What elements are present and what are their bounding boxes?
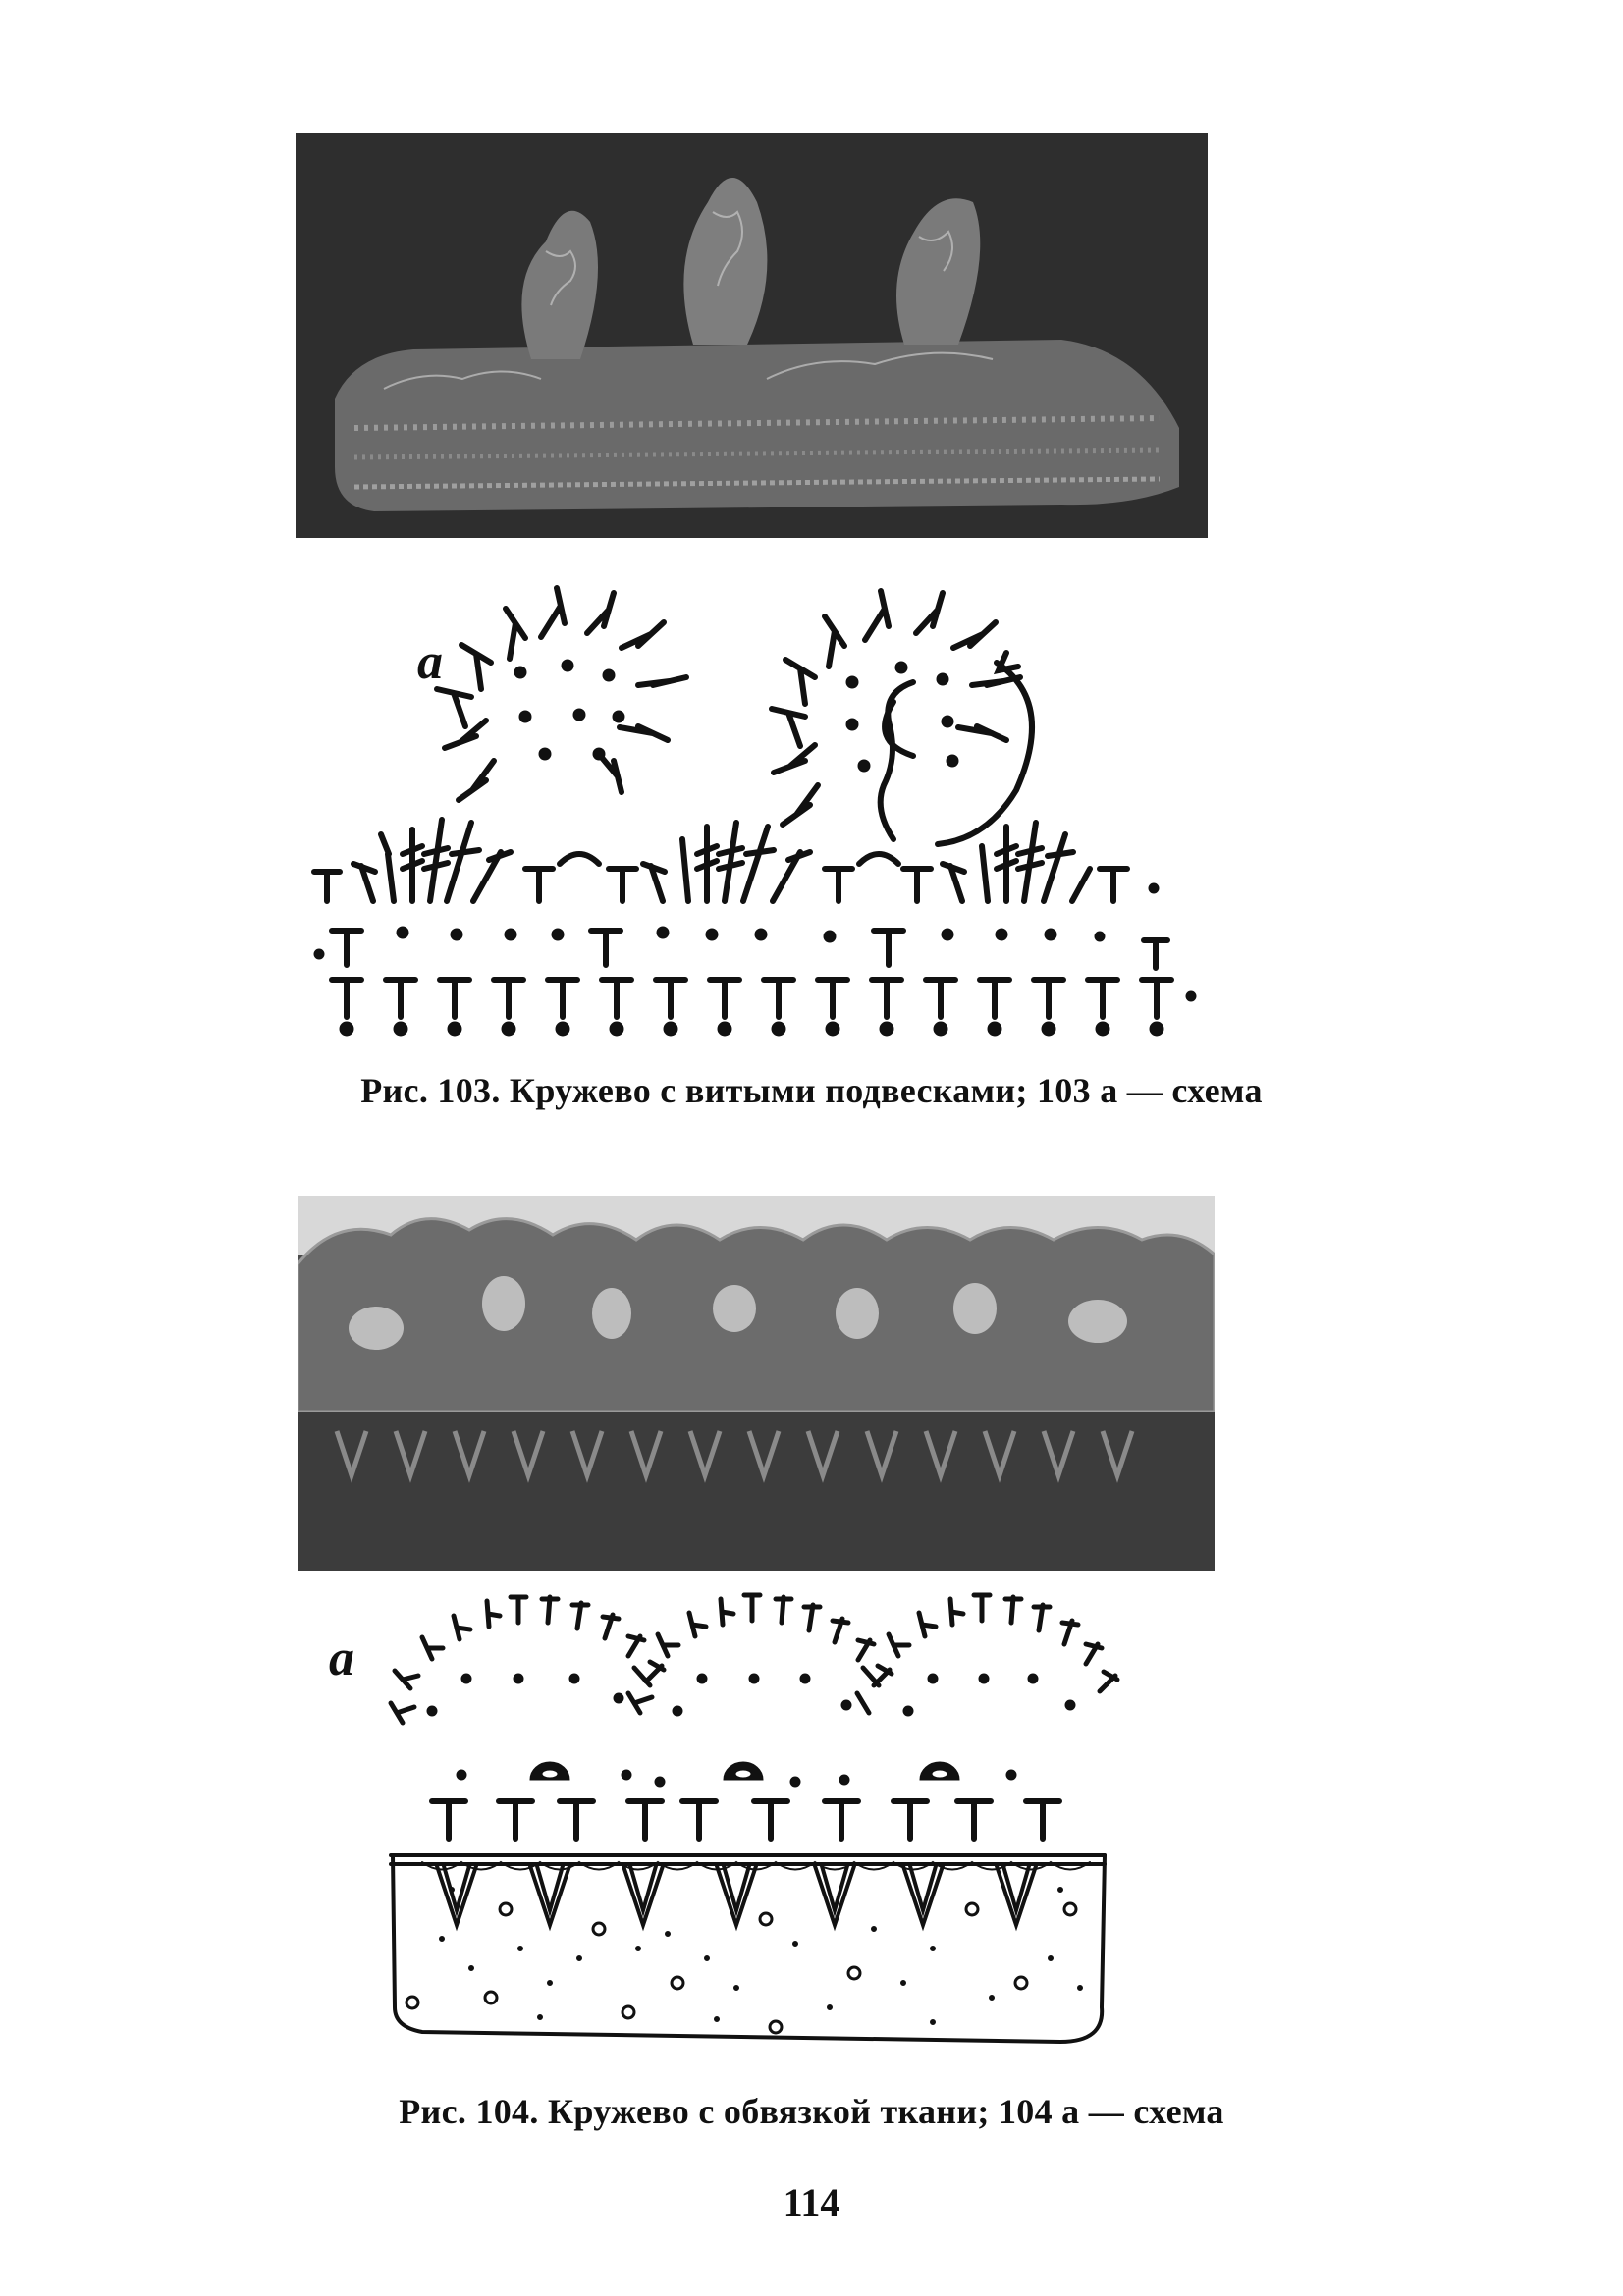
figure-104-fan-dots xyxy=(427,1674,1075,1716)
figure-103-scallop-row xyxy=(314,820,1127,901)
figure-103-right-pendant-dots xyxy=(846,662,958,772)
figure-103-right-pendant-fan xyxy=(772,591,1032,844)
figure-104-photo xyxy=(298,1196,1215,1571)
figure-104-diagram xyxy=(383,1595,1129,2056)
page-number: 114 xyxy=(783,2180,840,2224)
figure-104-fans xyxy=(391,1595,1117,1723)
figure-104-fabric-texture xyxy=(406,1903,1076,2033)
figure-104-caption: Рис. 104. Кружево с обвязкой ткани; 104 а — схема xyxy=(399,2092,1224,2131)
figure-103-bottom-row-stitches xyxy=(332,980,1171,1017)
figure-103-diagram xyxy=(314,569,1227,1041)
figure-103-bottom-row-dots xyxy=(340,1022,1163,1036)
figure-104-stitch-row xyxy=(432,1801,1059,1839)
figure-104-fabric xyxy=(391,1855,1105,2042)
figure-103-left-pendant-fan xyxy=(437,588,686,800)
figure-104-diagram-label: а xyxy=(329,1630,354,1686)
figure-103-caption: Рис. 103. Кружево с витыми подвесками; 103 а — схема xyxy=(360,1071,1263,1110)
figure-104-fabric-specks xyxy=(440,1888,1083,2025)
figure-104-bead-holes xyxy=(542,1770,947,1778)
figure-103-diagram-label: а xyxy=(417,634,443,690)
figure-103-middle-row-dots xyxy=(314,927,1105,959)
figure-103-left-pendant-dots xyxy=(514,660,624,760)
figure-103-photo xyxy=(296,133,1208,538)
